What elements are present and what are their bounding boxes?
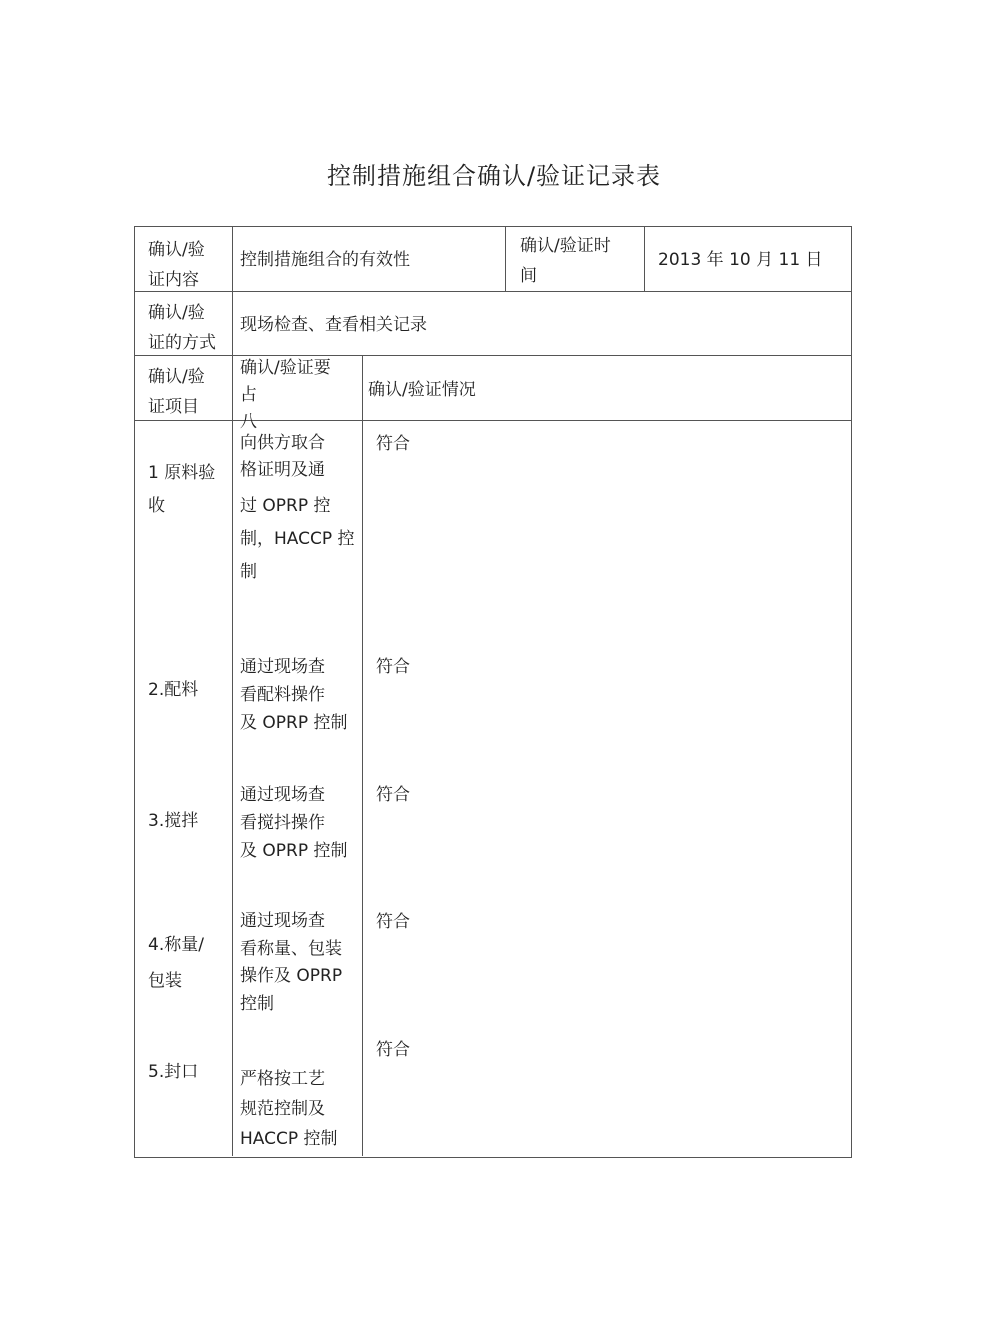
situation-label: 确认/验证情况 <box>368 380 476 400</box>
item-cell: 2.配料 <box>148 680 199 700</box>
point-cell: 严格按工艺 规范控制及 HACCP 控制 <box>240 1069 338 1149</box>
method-value: 现场检查、查看相关记录 <box>240 315 427 335</box>
item-cell: 3.搅拌 <box>148 811 199 831</box>
result-cell: 符合 <box>376 434 410 454</box>
page-title: 控制措施组合确认/验证记录表 <box>326 162 662 190</box>
row-divider <box>134 291 851 292</box>
content-label: 确认/验 证内容 <box>148 240 205 290</box>
method-label: 确认/验 证的方式 <box>148 303 216 353</box>
time-value: 2013 年 10 月 11 日 <box>658 250 823 270</box>
point-cell: 通过现场查 看配料操作 及 OPRP 控制 <box>240 657 348 733</box>
item-cell: 4.称量/ 包装 <box>148 935 204 991</box>
result-cell: 符合 <box>376 657 410 677</box>
column-divider <box>232 226 233 1156</box>
content-value: 控制措施组合的有效性 <box>240 250 410 270</box>
column-divider <box>362 355 363 1156</box>
item-cell: 1 原料验 收 <box>148 463 216 516</box>
time-label: 确认/验证时 间 <box>520 236 611 286</box>
point-cell: 向供方取合 格证明及通 <box>240 433 325 480</box>
result-cell: 符合 <box>376 1040 410 1060</box>
item-label: 确认/验 证项目 <box>148 367 205 417</box>
point-cell: 通过现场查 看搅抖操作 及 OPRP 控制 <box>240 785 348 861</box>
point-cell: 通过现场查 看称量、包装 操作及 OPRP 控制 <box>240 911 343 1014</box>
column-divider <box>505 226 506 291</box>
result-cell: 符合 <box>376 912 410 932</box>
item-cell: 5.封口 <box>148 1062 199 1082</box>
result-cell: 符合 <box>376 785 410 805</box>
point-cell: 过 OPRP 控 制，HACCP 控 制 <box>240 496 355 582</box>
column-divider <box>644 226 645 291</box>
point-label: 确认/验证要 占 八 <box>240 358 331 432</box>
